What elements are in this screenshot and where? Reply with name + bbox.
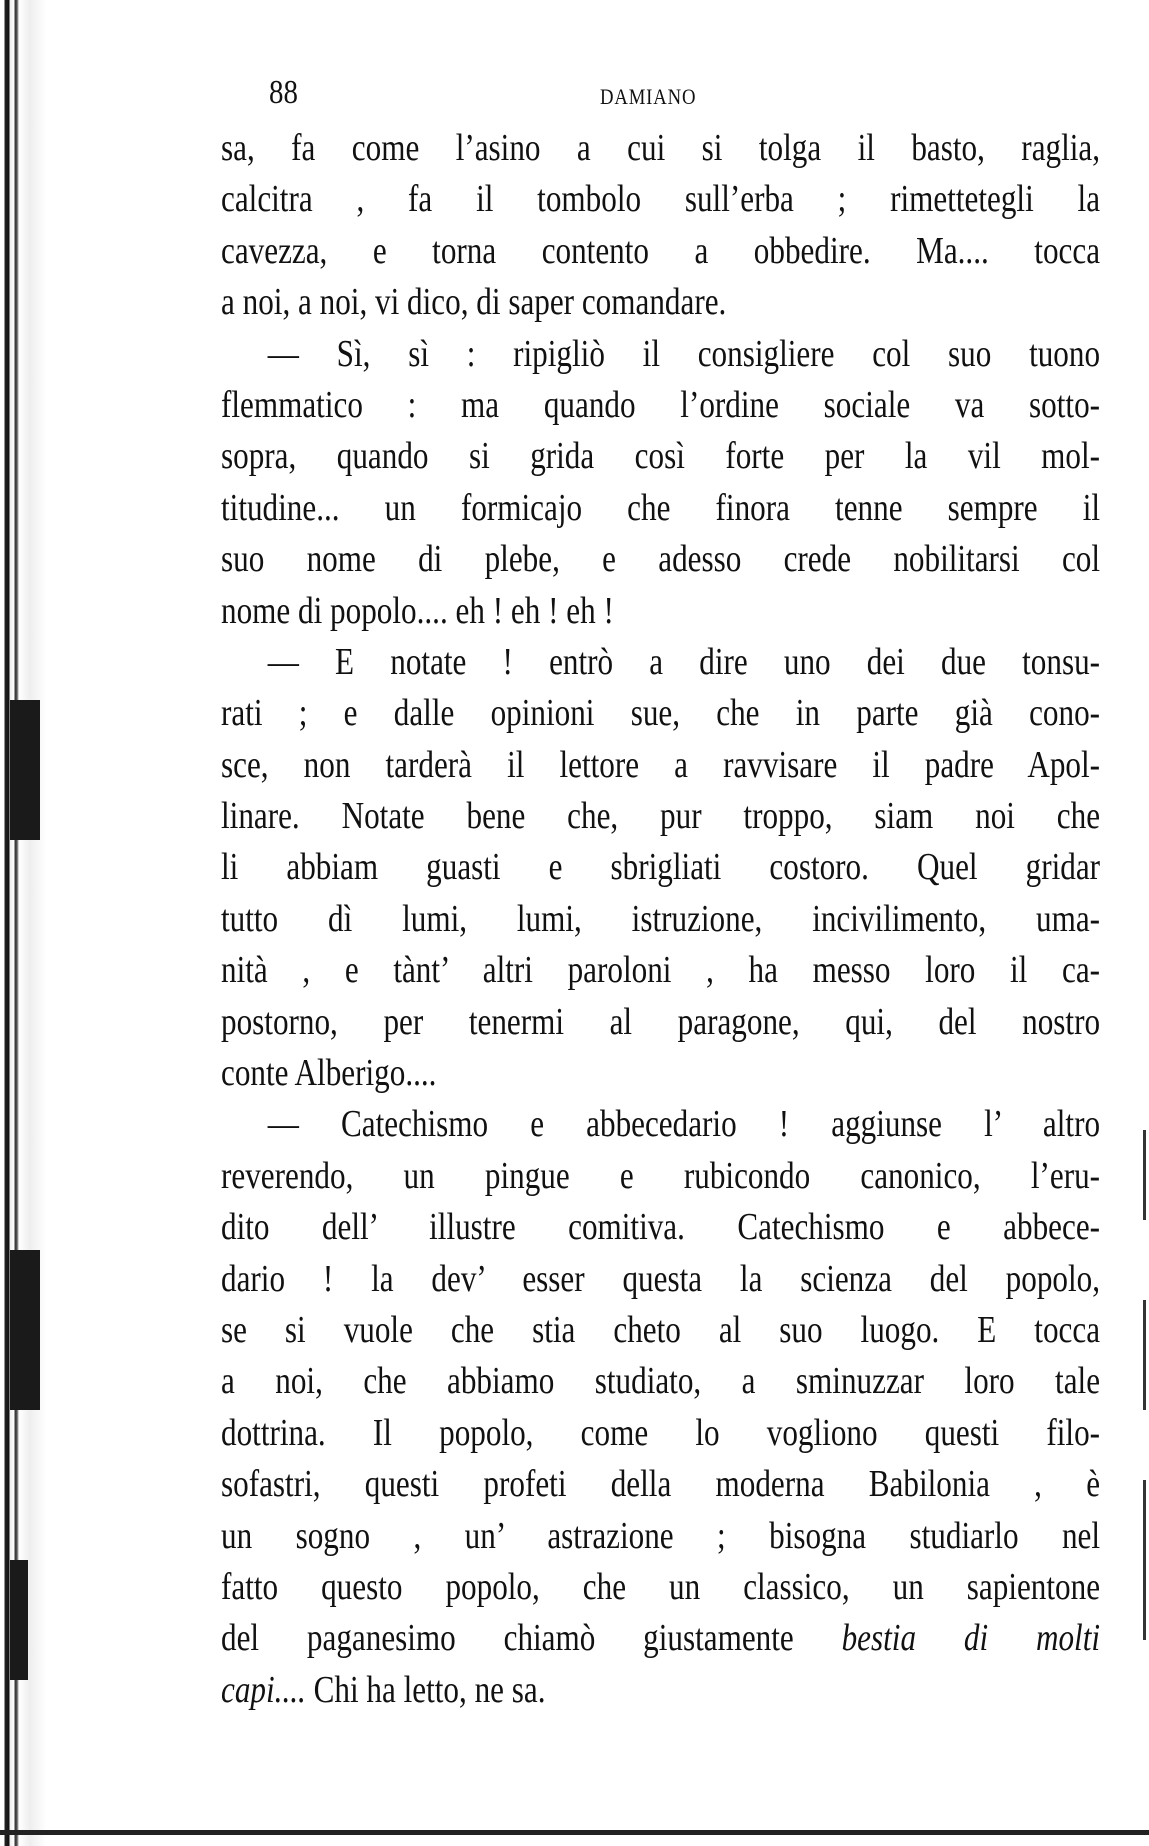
line-text: titudine... un formicajo che finora tenne sempre il [221,486,1101,529]
line-text: dottrina. Il popolo, come lo vogliono questi filo- [221,1411,1101,1454]
line-text: suo nome di plebe, e adesso crede nobilitarsi col [221,538,1101,581]
text-line [221,277,1100,328]
text-line [221,740,1100,791]
line-text: — Catechismo e abbecedario ! aggiunse l’ altro [267,1103,1101,1146]
text-line [221,431,1100,482]
line-text: sce, non tarderà il lettore a ravvisare il padre Apol- [221,743,1101,786]
text-line [221,1562,1100,1613]
text-line [221,1665,1100,1716]
text-line [221,688,1100,739]
running-title: DAMIANO [600,84,697,109]
line-text: postorno, per tenermi al paragone, qui, del nostro [221,1000,1101,1043]
text-line [221,1613,1100,1664]
line-text: flemmatico : ma quando l’ordine sociale va sotto- [221,383,1101,426]
line-text: nità , e tànt’ altri paroloni , ha messo loro il ca- [221,949,1101,992]
line-text: cavezza, e torna contento a obbedire. Ma.... tocca [221,229,1101,272]
italic-text: bestia di molti [841,1617,1101,1660]
text-line [221,1202,1100,1253]
scan-shadow [10,1560,28,1680]
text-line [221,842,1100,893]
text-line [221,1151,1100,1202]
text-line [221,1356,1100,1407]
line-text: sofastri, questi profeti della moderna Babilonia , è [221,1463,1101,1506]
line-text: un sogno , un’ astrazione ; bisogna studiarlo nel [221,1514,1101,1557]
scan-edge-right [1143,1480,1146,1640]
line-text: sopra, quando si grida così forte per la vil mol- [221,435,1101,478]
text-line [221,123,1100,174]
line-text: li abbiam guasti e sbrigliati costoro. Quel gridar [221,846,1101,889]
text-line [221,586,1100,637]
text-line [221,1099,1100,1150]
text-line [221,1459,1100,1510]
scan-edge-right [1143,1300,1146,1410]
text-line [221,791,1100,842]
line-text: a noi, che abbiamo studiato, a sminuzzar loro tale [221,1360,1101,1403]
line-text: fatto questo popolo, che un classico, un sapientone [221,1565,1101,1608]
line-text: conte Alberigo.... [221,1052,437,1095]
line-text: rati ; e dalle opinioni sue, che in parte già cono- [221,692,1101,735]
line-text: Chi ha letto, ne sa. [305,1668,546,1711]
line-text: tutto dì lumi, lumi, istruzione, incivilimento, uma- [221,897,1101,940]
line-text: se si vuole che stia cheto al suo luogo. E tocca [221,1308,1101,1351]
text-line [221,1511,1100,1562]
text-line [221,945,1100,996]
text-line [221,534,1100,585]
text-line [221,1408,1100,1459]
line-text: sa, fa come l’asino a cui si tolga il basto, raglia, [221,127,1101,169]
text-line [221,997,1100,1048]
line-text: dito dell’ illustre comitiva. Catechismo e abbece- [221,1206,1101,1249]
text-line [221,174,1100,225]
line-text: — Sì, sì : ripigliò il consigliere col suo tuono [267,332,1101,375]
text-line [221,1305,1100,1356]
page-number: 88 [269,74,298,111]
scan-edge-right [1143,1130,1146,1220]
line-text: linare. Notate bene che, pur troppo, siam noi che [221,795,1101,838]
scan-shadow [10,700,40,840]
text-line [221,226,1100,277]
text-line [221,483,1100,534]
text-line [221,380,1100,431]
scan-shadow [10,1250,40,1410]
text-line [221,329,1100,380]
text-line [221,637,1100,688]
text-line [221,1254,1100,1305]
line-text: nome di popolo.... eh ! eh ! eh ! [221,589,614,632]
line-text: — E notate ! entrò a dire uno dei due tonsu- [267,640,1101,683]
line-text: calcitra , fa il tombolo sull’erba ; rimettetegli la [221,178,1101,221]
body-text [221,123,1100,1716]
scan-bottom-edge [0,1830,1149,1835]
line-text: a noi, a noi, vi dico, di saper comandare. [221,281,727,324]
italic-text: capi.... [221,1668,306,1711]
text-line [221,894,1100,945]
text-line [221,1048,1100,1099]
line-text: dario ! la dev’ esser questa la scienza del popolo, [221,1257,1101,1300]
line-text: del paganesimo chiamò giustamente [221,1617,842,1660]
line-text: reverendo, un pingue e rubicondo canonico, l’eru- [221,1154,1101,1197]
